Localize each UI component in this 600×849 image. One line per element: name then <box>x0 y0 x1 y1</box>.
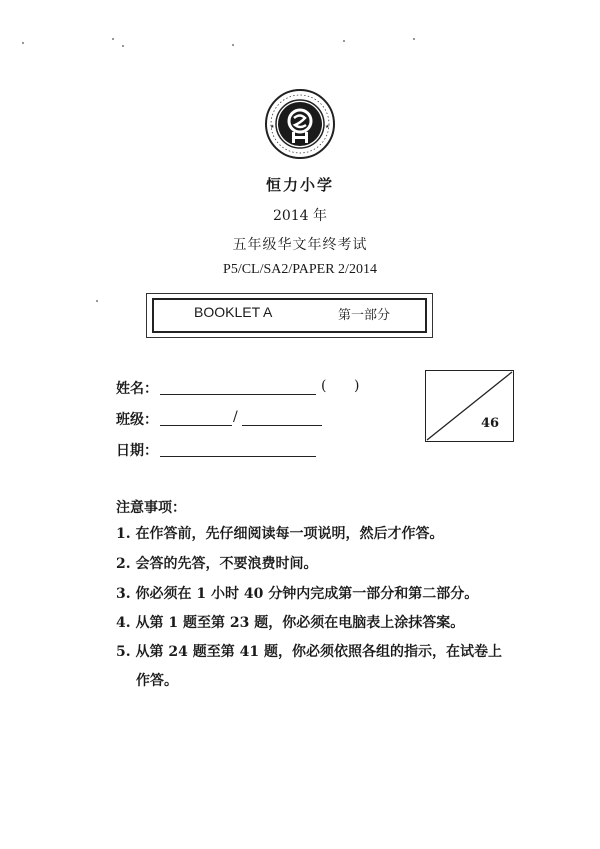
exam-year: 2014 年 <box>272 208 328 224</box>
class-field[interactable] <box>160 425 232 426</box>
index-open: ( <box>321 378 327 394</box>
score-divider-line <box>425 370 514 442</box>
class-label: 班级： <box>116 412 158 428</box>
scan-speck <box>122 45 124 47</box>
index-close: ) <box>354 378 360 394</box>
booklet-section: 第一部分 <box>338 308 391 323</box>
school-crest-icon <box>264 88 336 160</box>
instruction-item: 1. 在作答前，先仔细阅读每一项说明，然后才作答。 <box>116 526 444 542</box>
register-number-field[interactable] <box>242 425 322 426</box>
scan-speck <box>343 40 345 42</box>
svg-text:★: ★ <box>325 124 330 130</box>
svg-text:★: ★ <box>270 124 275 130</box>
date-field[interactable] <box>160 456 316 457</box>
name-field[interactable] <box>160 394 316 395</box>
paper-code: P5/CL/SA2/PAPER 2/2014 <box>223 262 377 277</box>
instruction-item: 2. 会答的先答，不要浪费时间。 <box>116 556 318 572</box>
school-name: 恒力小学 <box>265 176 334 194</box>
instruction-item: 5. 从第 24 题至第 41 题，你必须依照各组的指示，在试卷上 <box>116 644 502 660</box>
score-total: 46 <box>481 416 500 431</box>
exam-title: 五年级华文年终考试 <box>232 237 368 253</box>
scan-speck <box>22 42 24 44</box>
scan-speck <box>112 38 114 40</box>
name-label: 姓名： <box>116 381 158 397</box>
scan-speck <box>96 300 98 302</box>
instruction-item: 4. 从第 1 题至第 23 题，你必须在电脑表上涂抹答案。 <box>116 615 465 631</box>
instructions-title: 注意事项： <box>116 500 186 516</box>
date-label: 日期： <box>116 443 158 459</box>
booklet-label: BOOKLET A <box>194 304 273 320</box>
instruction-item-continued: 作答。 <box>136 673 178 689</box>
class-separator: / <box>233 409 238 425</box>
instruction-item: 3. 你必须在 1 小时 40 分钟内完成第一部分和第二部分。 <box>116 586 479 602</box>
scan-speck <box>232 44 234 46</box>
scan-speck <box>413 38 415 40</box>
